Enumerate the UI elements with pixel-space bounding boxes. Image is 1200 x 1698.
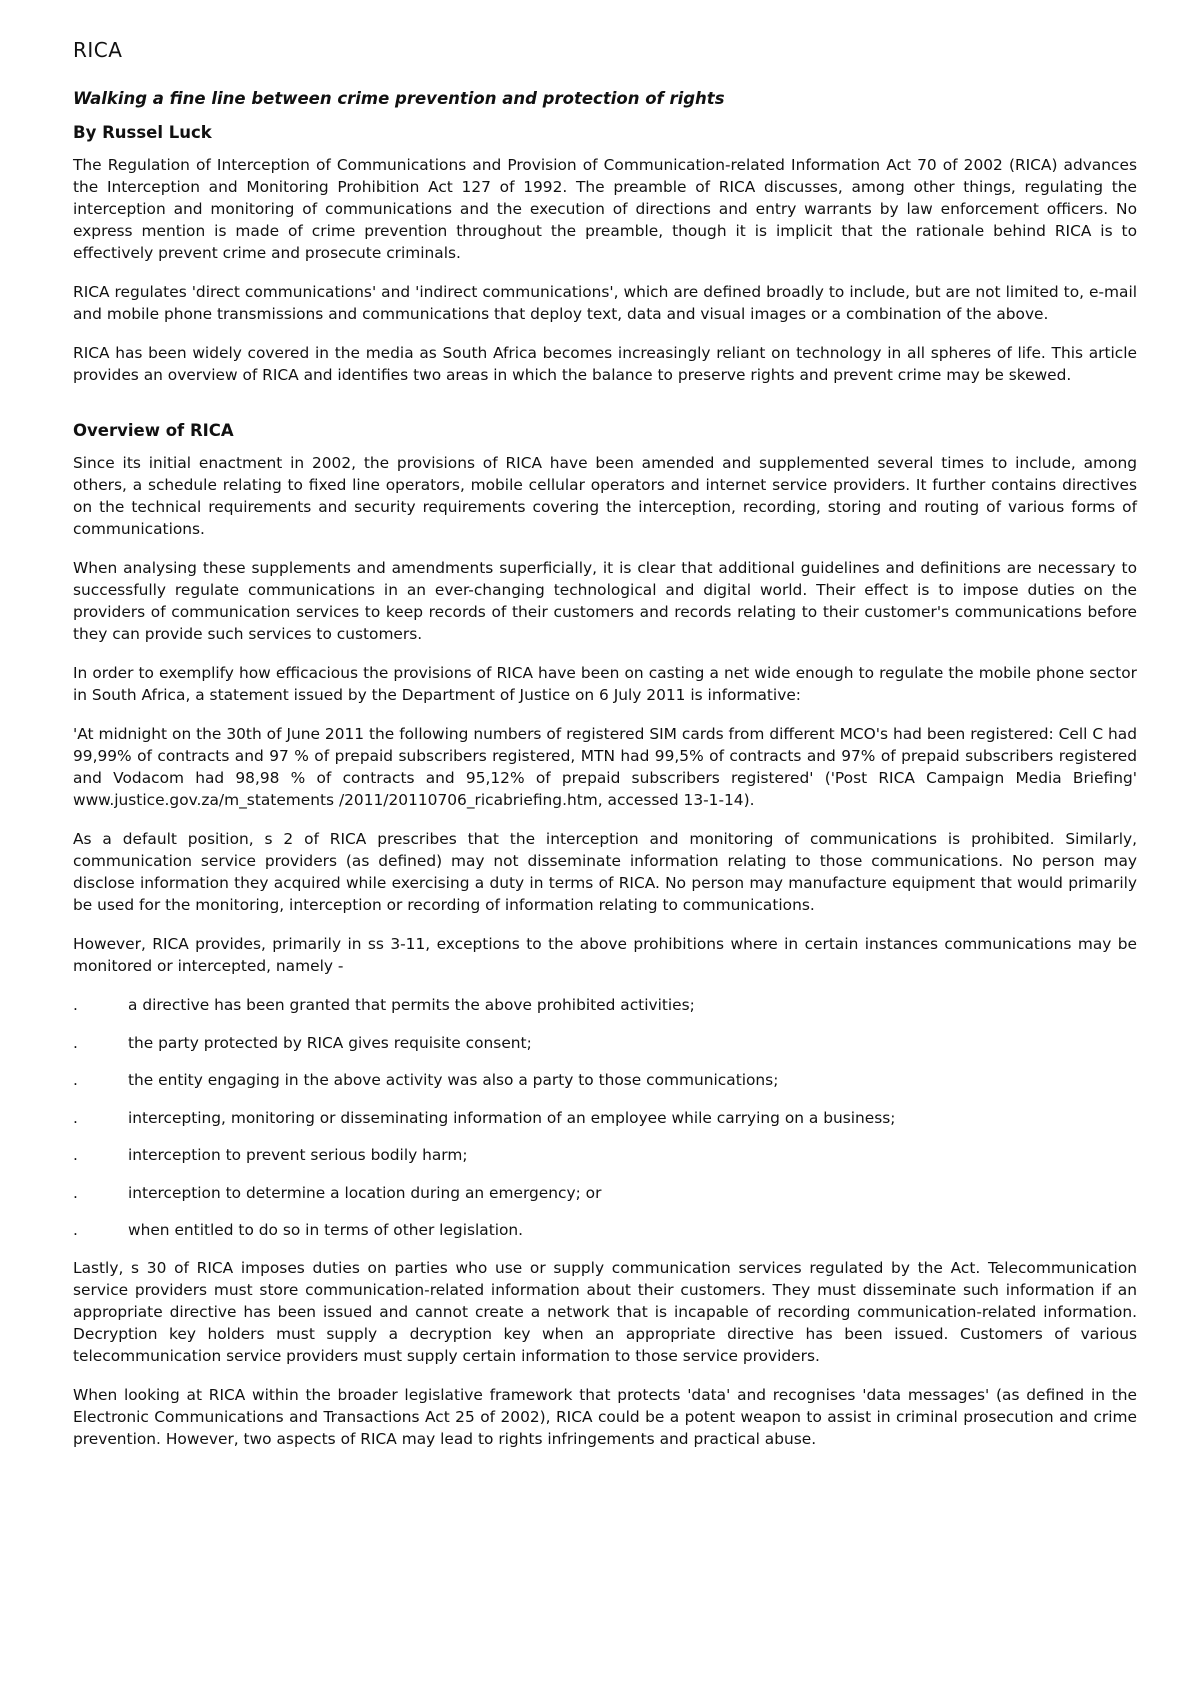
list-item (73, 1107, 1137, 1129)
list-item (73, 994, 1137, 1016)
intro-paragraph-3: RICA has been widely covered in the media as South Africa becomes increasingly reliant on technology in all spheres of life. This article provides an overview of RICA and identifies two areas in which the balance to preserve rights and prevent crime may be skewed. (73, 344, 1137, 384)
closing-paragraph-1: Lastly, s 30 of RICA imposes duties on parties who use or supply communication services regulated by the Act. Telecommunication service providers must store communication-related information about their customers. They must disseminate such information if an appropriate directive has been issued and cannot create a network that is incapable of recording communication-related information. Decryption key holders must supply a decryption key when an appropriate directive has been issued. Customers of various telecommunication service providers must supply certain information to those service providers. (73, 1258, 1137, 1365)
bullet-mark: . (73, 996, 78, 1014)
bullet-mark: . (73, 1221, 78, 1239)
closing-paragraph-2: When looking at RICA within the broader legislative framework that protects 'data' and recognises 'data messages' (as defined in the Electronic Communications and Transactions Act 25 of 2002), RICA could be a potent weapon to assist in criminal prosecution and crime prevention. However, two aspects of RICA may lead to rights infringements and practical abuse. (73, 1385, 1137, 1448)
author-byline: By Russel Luck (73, 123, 212, 142)
document-title: RICA (73, 38, 123, 62)
list-item (73, 1182, 1137, 1204)
list-item (73, 1032, 1137, 1054)
exceptions-list (73, 994, 1137, 1241)
overview-paragraph-2: When analysing these supplements and amendments superficially, it is clear that additional guidelines and definitions are necessary to successfully regulate communications in an ever-changing technological and digital world. Their effect is to impose duties on the providers of communication services to keep records of their customers and records relating to their customer's communications before they can provide such services to customers. (73, 559, 1137, 643)
bullet-mark: . (73, 1033, 78, 1052)
document-page (73, 36, 1137, 1467)
bullet-mark: . (73, 1146, 78, 1164)
list-item (73, 1144, 1137, 1166)
overview-paragraph-3: In order to exemplify how efficacious the provisions of RICA have been on casting a net wide enough to regulate the mobile phone sector in South Africa, a statement issued by the Department of Justice on 6 July 2011 is informative: (73, 664, 1137, 704)
list-item-text: interception to prevent serious bodily harm; (128, 1146, 468, 1164)
overview-heading: Overview of RICA (73, 421, 234, 440)
intro-paragraph-1: The Regulation of Interception of Communications and Provision of Communication-related Information Act 70 of 2002 (RICA) advances the Interception and Monitoring Prohibition Act 127 of 1992. The preamble of RICA discusses, among other things, regulating the interception and monitoring of communications and the execution of directions and entry warrants by law enforcement officers. No express mention is made of crime prevention throughout the preamble, though it is implicit that the rationale behind RICA is to effectively prevent crime and prosecute criminals. (73, 156, 1137, 262)
list-item-text: a directive has been granted that permits the above prohibited activities; (128, 996, 695, 1014)
overview-paragraph-1: Since its initial enactment in 2002, the provisions of RICA have been amended and supplemented several times to include, among others, a schedule relating to fixed line operators, mobile cellular operators and internet service providers. It further contains directives on the technical requirements and security requirements covering the interception, recording, storing and routing of various forms of communications. (73, 454, 1137, 538)
intro-paragraph-2: RICA regulates 'direct communications' and 'indirect communications', which are defined broadly to include, but are not limited to, e-mail and mobile phone transmissions and communications that deploy text, data and visual images or a combination of the above. (73, 283, 1137, 323)
list-item-text: intercepting, monitoring or disseminating information of an employee while carrying on a business; (128, 1108, 896, 1127)
bullet-mark: . (73, 1108, 78, 1127)
list-item-text: interception to determine a location during an emergency; or (128, 1183, 602, 1202)
overview-quote-paragraph: 'At midnight on the 30th of June 2011 the following numbers of registered SIM cards from different MCO's had been registered: Cell C had 99,99% of contracts and 97 % of prepaid subscribers registered, MTN had 99,5% of contracts and 97% of prepaid subscribers registered and Vodacom had 98,98 % of contracts and 95,12% of prepaid subscribers registered' ('Post RICA Campaign Media Briefing' www.justice.gov.za/m_statements /2011/20110706_ricabriefing.htm, accessed 13-1-14). (73, 725, 1137, 809)
bullet-mark: . (73, 1183, 78, 1202)
list-item (73, 1069, 1137, 1091)
article-subtitle: Walking a fine line between crime prevention and protection of rights (73, 89, 725, 108)
list-item-text: the entity engaging in the above activity was also a party to those communications; (128, 1071, 779, 1089)
list-item-text: when entitled to do so in terms of other legislation. (128, 1221, 524, 1239)
bullet-mark: . (73, 1071, 78, 1089)
overview-paragraph-5: As a default position, s 2 of RICA prescribes that the interception and monitoring of communications is prohibited. Similarly, communication service providers (as defined) may not disseminate information relating to those communications. No person may disclose information they acquired while exercising a duty in terms of RICA. No person may manufacture equipment that would primarily be used for the monitoring, interception or recording of information relating to communications. (73, 830, 1137, 914)
list-item-text: the party protected by RICA gives requisite consent; (128, 1033, 532, 1052)
overview-paragraph-6: However, RICA provides, primarily in ss 3-11, exceptions to the above prohibitions where in certain instances communications may be monitored or intercepted, namely - (73, 935, 1137, 975)
list-item (73, 1219, 1137, 1241)
